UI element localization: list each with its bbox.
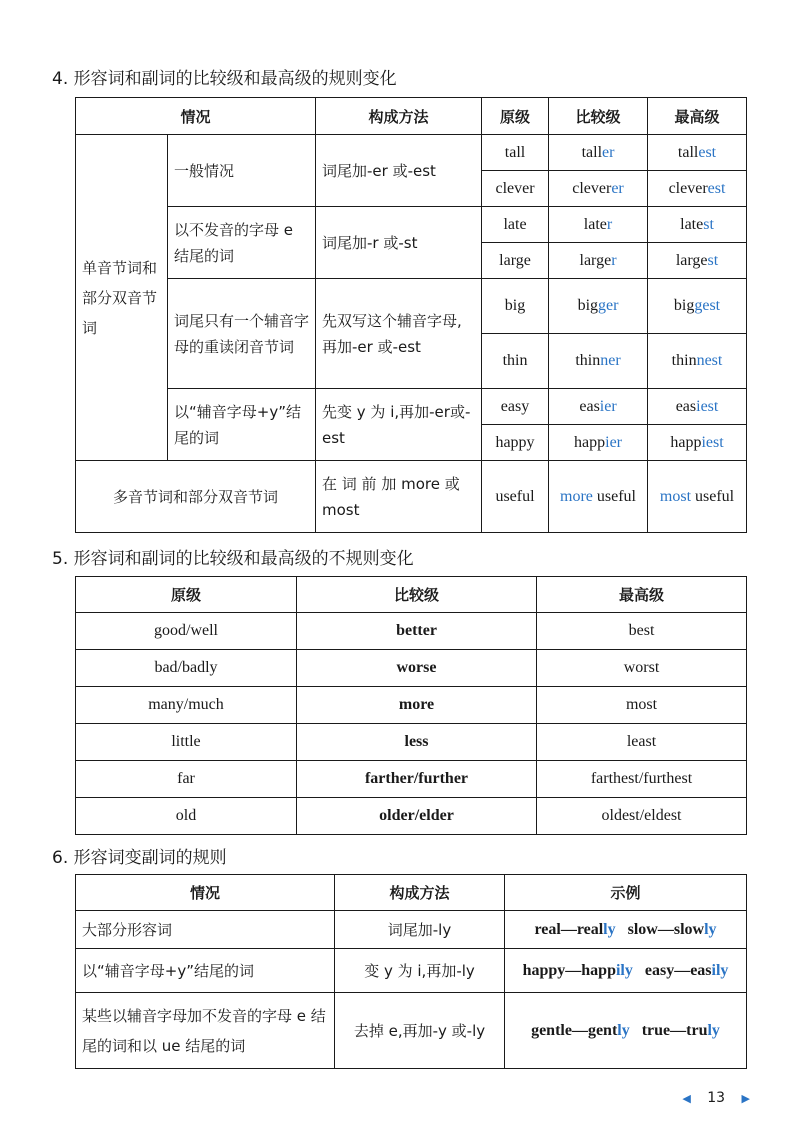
table-cell: more (297, 687, 537, 724)
example-cell: real—really slow—slowly (505, 911, 747, 949)
case-cell: 词尾只有一个辅音字母的重读闭音节词 (168, 279, 316, 389)
table-cell: farthest/furthest (537, 761, 747, 798)
page-nav (682, 1090, 750, 1106)
table-cell: older/elder (297, 798, 537, 835)
case-cell: 大部分形容词 (76, 911, 335, 949)
header-case: 情况 (76, 98, 316, 135)
superlative-cell: largest (648, 243, 747, 279)
table-cell: better (297, 613, 537, 650)
case-cell: 多音节词和部分双音节词 (76, 461, 316, 533)
base-cell: thin (482, 334, 549, 389)
table-cell: good/well (76, 613, 297, 650)
superlative-cell: cleverest (648, 171, 747, 207)
table-cell: worse (297, 650, 537, 687)
table-cell: best (537, 613, 747, 650)
comparative-cell: happier (549, 425, 648, 461)
method-cell: 去掉 e,再加-y 或-ly (335, 993, 505, 1069)
case-cell: 以不发音的字母 e 结尾的词 (168, 207, 316, 279)
method-cell: 词尾加-r 或-st (316, 207, 482, 279)
method-cell: 变 y 为 i,再加-ly (335, 949, 505, 993)
base-cell: big (482, 279, 549, 334)
comparative-cell: bigger (549, 279, 648, 334)
superlative-cell: thinnest (648, 334, 747, 389)
base-cell: large (482, 243, 549, 279)
example-cell: gentle—gently true—truly (505, 993, 747, 1069)
table-cell: bad/badly (76, 650, 297, 687)
header-base: 原级 (76, 577, 297, 613)
case-cell: 以“辅音字母+y”结尾的词 (76, 949, 335, 993)
superlative-cell: tallest (648, 135, 747, 171)
method-cell: 在 词 前 加 more 或 most (316, 461, 482, 533)
next-page-icon[interactable]: ▶ (741, 1092, 750, 1105)
base-cell: clever (482, 171, 549, 207)
header-example: 示例 (505, 875, 747, 911)
method-cell: 先双写这个辅音字母,再加-er 或-est (316, 279, 482, 389)
comparative-cell: cleverer (549, 171, 648, 207)
comparative-cell: later (549, 207, 648, 243)
table-cell: farther/further (297, 761, 537, 798)
adjective-to-adverb-table (75, 874, 747, 1069)
method-cell: 先变 y 为 i,再加-er或-est (316, 389, 482, 461)
superlative-cell: happiest (648, 425, 747, 461)
table-cell: oldest/eldest (537, 798, 747, 835)
method-cell: 词尾加-er 或-est (316, 135, 482, 207)
header-method: 构成方法 (335, 875, 505, 911)
comparative-cell: more useful (549, 461, 648, 533)
table-cell: less (297, 724, 537, 761)
table-cell: far (76, 761, 297, 798)
comparative-cell: taller (549, 135, 648, 171)
base-cell: tall (482, 135, 549, 171)
superlative-cell: biggest (648, 279, 747, 334)
prev-page-icon[interactable]: ◀ (682, 1092, 691, 1105)
comparative-cell: easier (549, 389, 648, 425)
superlative-cell: latest (648, 207, 747, 243)
example-cell: happy—happily easy—easily (505, 949, 747, 993)
header-comparative: 比较级 (549, 98, 648, 135)
comparative-cell: larger (549, 243, 648, 279)
table-cell: old (76, 798, 297, 835)
section-title-4: 4. 形容词和副词的比较级和最高级的规则变化 (52, 69, 397, 89)
table-cell: most (537, 687, 747, 724)
base-cell: useful (482, 461, 549, 533)
base-cell: easy (482, 389, 549, 425)
table-cell: little (76, 724, 297, 761)
method-cell: 词尾加-ly (335, 911, 505, 949)
superlative-cell: easiest (648, 389, 747, 425)
irregular-comparison-table (75, 576, 747, 835)
case-cell: 以“辅音字母+y”结尾的词 (168, 389, 316, 461)
header-base: 原级 (482, 98, 549, 135)
table-cell: least (537, 724, 747, 761)
section-title-6: 6. 形容词变副词的规则 (52, 848, 227, 868)
header-superlative: 最高级 (648, 98, 747, 135)
case-cell: 某些以辅音字母加不发音的字母 e 结尾的词和以 ue 结尾的词 (76, 993, 335, 1069)
group-label: 单音节词和部分双音节词 (76, 135, 168, 461)
page-number: 13 (707, 1090, 726, 1106)
header-superlative: 最高级 (537, 577, 747, 613)
case-cell: 一般情况 (168, 135, 316, 207)
table-cell: many/much (76, 687, 297, 724)
superlative-cell: most useful (648, 461, 747, 533)
header-comparative: 比较级 (297, 577, 537, 613)
regular-comparison-table (75, 97, 747, 533)
base-cell: late (482, 207, 549, 243)
header-case: 情况 (76, 875, 335, 911)
comparative-cell: thinner (549, 334, 648, 389)
table-cell: worst (537, 650, 747, 687)
header-method: 构成方法 (316, 98, 482, 135)
section-title-5: 5. 形容词和副词的比较级和最高级的不规则变化 (52, 549, 414, 569)
base-cell: happy (482, 425, 549, 461)
